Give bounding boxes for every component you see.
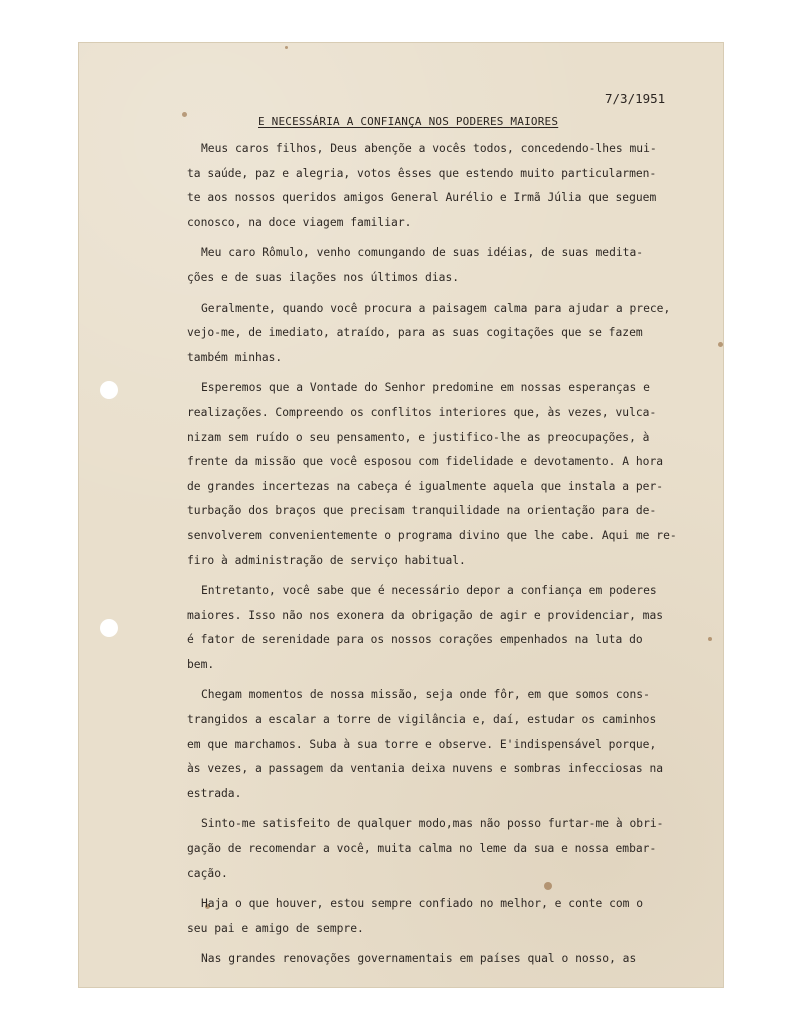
text-line: Chegam momentos de nossa missão, seja onde fôr, em que somos cons- [201, 688, 650, 702]
text-line: frente da missão que você esposou com fidelidade e devotamento. A hora [187, 455, 664, 469]
text-line: bem. [187, 657, 215, 671]
text-line: vejo-me, de imediato, atraído, para as suas cogitações que se fazem [187, 326, 643, 340]
text-line: Haja o que houver, estou sempre confiado no melhor, e conte com o [201, 897, 644, 911]
text-line: Meus caros filhos, Deus abençõe a vocês todos, concedendo-lhes mui- [201, 142, 657, 155]
punch-hole [100, 619, 118, 637]
text-line: senvolverem convenientemente o programa divino que lhe cabe. Aqui me re- [187, 528, 677, 542]
text-line: Entretanto, você sabe que é necessário depor a confiança em poderes [201, 584, 657, 598]
text-line: maiores. Isso não nos exonera da obrigação de agir e providenciar, mas [187, 608, 664, 622]
text-line: seu pai e amigo de sempre. [187, 921, 364, 935]
text-line: Meu caro Rômulo, venho comungando de suas idéias, de suas medita- [201, 246, 644, 260]
letter-title: E NECESSÁRIA A CONFIANÇA NOS PODERES MAIORES [258, 115, 559, 128]
text-line: de grandes incertezas na cabeça é igualmente aquela que instala a per- [187, 479, 664, 493]
stain-spot [285, 46, 288, 49]
text-line: também minhas. [187, 350, 283, 364]
text-line: Sinto-me satisfeito de qualquer modo,mas não posso furtar-me à obri- [201, 817, 664, 831]
paragraph [187, 579, 787, 677]
text-line: cação. [187, 866, 228, 880]
paragraph [187, 812, 787, 886]
text-line: é fator de serenidade para os nossos corações empenhados na luta do [187, 633, 643, 647]
text-line: te aos nossos queridos amigos General Aurélio e Irmã Júlia que seguem [187, 191, 657, 205]
text-line: nizam sem ruído o seu pensamento, e justifico-lhe as preocupações, à [187, 430, 650, 444]
text-line: ta saúde, paz e alegria, votos êsses que estendo muito particularmen- [187, 166, 657, 180]
text-line: ções e de suas ilações nos últimos dias. [187, 270, 460, 284]
text-line: firo à administração de serviço habitual. [187, 553, 466, 567]
paragraph [187, 947, 787, 972]
text-line: Esperemos que a Vontade do Senhor predomine em nossas esperanças e [201, 381, 650, 395]
text-line: turbação dos braços que precisam tranquilidade na orientação para de- [187, 504, 657, 518]
stain-spot [182, 112, 187, 117]
letter-date: 7/3/1951 [605, 91, 666, 106]
paragraph [187, 683, 787, 806]
letter-body [187, 137, 787, 978]
text-line: Geralmente, quando você procura a paisagem calma para ajudar a prece, [201, 301, 671, 315]
paragraph [187, 241, 787, 290]
paragraph [187, 892, 787, 941]
text-line: gação de recomendar a você, muita calma no leme da sua e nossa embar- [187, 842, 657, 856]
text-line: realizações. Compreendo os conflitos interiores que, às vezes, vulca- [187, 405, 657, 419]
paragraph [187, 297, 787, 371]
text-line: em que marchamos. Suba à sua torre e observe. E'indispensável porque, [187, 737, 657, 751]
text-line: conosco, na doce viagem familiar. [187, 215, 412, 229]
text-line: Nas grandes renovações governamentais em países qual o nosso, as [201, 952, 637, 966]
punch-hole [100, 381, 118, 399]
text-line: estrada. [187, 786, 242, 800]
text-line: às vezes, a passagem da ventania deixa nuvens e sombras infecciosas na [187, 762, 664, 776]
text-line: trangidos a escalar a torre de vigilância e, daí, estudar os caminhos [187, 713, 657, 727]
paragraph [187, 376, 787, 573]
typed-letter-page [78, 42, 724, 988]
paragraph [187, 137, 787, 235]
